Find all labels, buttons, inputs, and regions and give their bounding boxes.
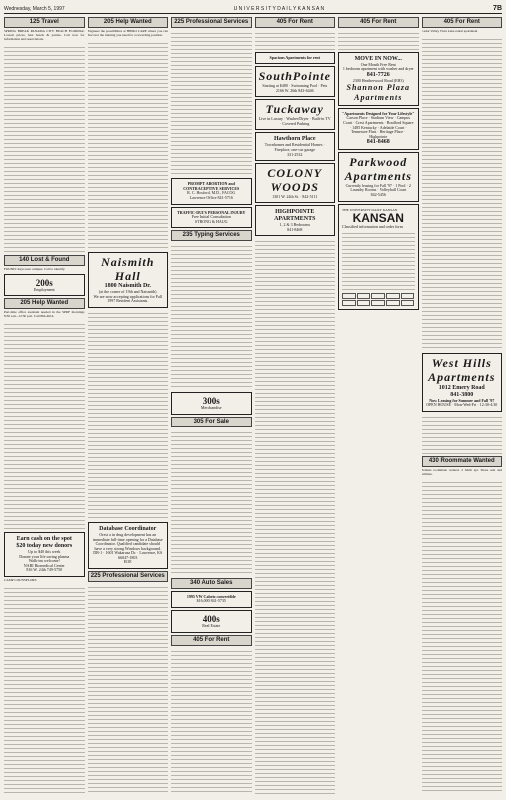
section-title: Real Estate [202, 623, 221, 629]
ad-text-block [4, 44, 85, 253]
category-header: 205 Help Wanted [4, 298, 85, 309]
database-text: Orest a in drug development has an immediate full-time opening for a Database Coordinator. Qualified candidate should have a very strong Windows background. [92, 531, 163, 551]
section-number: 400s [202, 613, 220, 624]
shannon-logo: Shannon Plaza Apartments [346, 83, 410, 102]
west-hills-ad [422, 353, 503, 412]
form-text [342, 230, 415, 290]
order-form-grid [342, 293, 415, 306]
section-number: 200s [35, 277, 53, 288]
form-cell[interactable] [342, 300, 356, 306]
prompt-address: Lawrence Office 841-5716 [189, 195, 233, 200]
ad-text-block [255, 30, 336, 50]
west-hills-lease: Now Leasing for Summer and Fall '97 [429, 397, 495, 403]
column-1 [4, 17, 85, 794]
plasma-tagline: Donate your life saving plasma [19, 553, 70, 559]
prompt-abortion-ad [171, 178, 252, 204]
kansan-order-form [338, 204, 419, 310]
move-in-title: MOVE IN NOW... [354, 55, 402, 62]
traffic-firm: STRONG & HAUG [194, 218, 228, 224]
category-header: 405 For Rent [171, 635, 252, 646]
southpointe-list: Starting at $480 · Swimming Pool · Pets [262, 83, 328, 89]
classified-ad: Female roommate wanted. 2 bdrm apt. Share rent and utilities. [421, 467, 502, 476]
kansan-form-subtitle: Classified information and order form [342, 224, 403, 230]
naismith-ad [88, 252, 169, 308]
ad-text-block [88, 584, 169, 794]
ad-text-block [171, 648, 252, 794]
ad-text-block [171, 429, 252, 575]
vw-price: $16,000 841-5735 [196, 598, 226, 604]
column-5 [338, 17, 419, 794]
category-header: 430 Roommate Wanted [422, 456, 503, 467]
page-date: Wednesday, March 5, 1997 [4, 5, 65, 12]
tuckaway-logo: Tuckaway [265, 102, 324, 117]
ad-text-block [338, 30, 419, 50]
form-cell[interactable] [401, 300, 415, 306]
colony-address: 1301 W. 24th St. · 842-5111 [272, 193, 318, 199]
hawthorn-phone: 331-2532 [287, 151, 303, 157]
form-cell[interactable] [401, 293, 415, 299]
plasma-offer-2: Up to $40 this week [28, 549, 61, 555]
move-in-phone: 841-7726 [366, 71, 390, 78]
vw-ad [171, 591, 252, 608]
southpointe-ad [255, 66, 336, 97]
parkwood-text: Currently leasing for Fall '97 · 1 Pool · 2 Laundry Rooms · Volleyball Court [345, 182, 411, 193]
classified-ad: SPRING BREAK PANAMA CITY BEACH FLORIDA! Lowest prices, best hotels & parties. Call now for information and reservations. [4, 28, 85, 41]
spacious-title: Spacious Apartments for rent [269, 54, 320, 60]
category-header: 405 For Rent [338, 17, 419, 28]
hawthorn-text: Townhomes and Residential Homes · Fireplace, one-car garage [264, 142, 325, 152]
ad-text-block [422, 479, 503, 794]
category-header: 340 Auto Sales [171, 578, 252, 589]
form-cell[interactable] [357, 300, 371, 306]
section-title: Merchandise [200, 404, 222, 410]
vw-title: 1995 VW Cabrio convertible [186, 593, 236, 599]
naismith-text: We are now accepting applications for Fall 1997 Resident Assistants. [93, 293, 163, 304]
classified-ad: Cedar Valley Twin Lake rental apartment [421, 28, 478, 33]
database-title: Database Coordinator [99, 526, 157, 533]
hawthorn-title: Hawthorn Place [274, 136, 316, 143]
section-banner [171, 610, 252, 633]
traffic-ad [171, 207, 252, 229]
ad-text-block [171, 243, 252, 389]
plasma-ad [4, 532, 85, 577]
form-cell[interactable] [371, 293, 385, 299]
ad-text-block [4, 321, 85, 530]
column-3 [171, 17, 252, 794]
database-ad [88, 522, 169, 569]
plasma-address: 816 W. 24th 749-5750 [26, 567, 63, 573]
column-6 [422, 17, 503, 794]
traffic-title: TRAFFIC-DUI'S PERSONAL INJURY [177, 209, 246, 215]
parkwood-logo: Parkwood Apartments [344, 155, 412, 184]
move-in-bed: 1 bedroom apartment with washer and dryer [342, 66, 414, 72]
ad-text-block [88, 40, 169, 250]
highpointe-logo: HIGHPOINTE APARTMENTS [274, 209, 316, 223]
section-title: Employment [33, 286, 55, 292]
designed-ad [338, 108, 419, 150]
form-cell[interactable] [386, 293, 400, 299]
southpointe-phone: 2166 W. 26th 843-6446 [275, 87, 314, 93]
highpointe-text: 1, 2 & 3 Bedrooms [279, 222, 311, 228]
colony-woods-ad [255, 163, 336, 203]
spacious-ad [255, 52, 336, 65]
paper-name: U N I V E R S I T Y D A I L Y K A N S A N [233, 5, 325, 12]
kansan-form-header: THE UNIVERSITY DAILY KANSAN [342, 207, 398, 212]
ad-text-block [422, 414, 503, 454]
parkwood-ad [338, 152, 419, 201]
category-header: 125 Travel [4, 17, 85, 28]
move-in-ad [338, 52, 419, 106]
naismith-note: (at the corner of 19th and Naismith) [98, 289, 157, 295]
category-header: 405 For Rent [422, 17, 503, 28]
column-2 [88, 17, 169, 794]
west-hills-address: 1012 Emery Road [438, 384, 485, 391]
page-number: 7B [493, 5, 502, 13]
prompt-name: R. C. Hosford, M.D., FACOG [187, 190, 236, 196]
form-cell[interactable] [371, 300, 385, 306]
section-banner [171, 392, 252, 415]
plasma-offer: $20 today new donors [16, 543, 73, 550]
ad-text-block [422, 36, 503, 351]
west-hills-open: OPEN HOUSE · Mon-Wed-Fri · 12:30-4:30 [426, 402, 498, 408]
plasma-center: NABI Biomedical Center [23, 562, 65, 568]
classified-ad: Engineer the possibilities at HIPRO CARE where you can discover the training you need for a rewarding position. [87, 28, 168, 37]
ad-text-block [88, 310, 169, 520]
traffic-sub: Free Initial Consultation [191, 214, 231, 220]
category-header: 205 Help Wanted [88, 17, 169, 28]
category-header: 235 Typing Services [171, 230, 252, 241]
category-header: 405 For Rent [255, 17, 336, 28]
hawthorn-ad [255, 132, 336, 161]
column-4 [255, 17, 336, 794]
ad-text-block [4, 585, 85, 794]
database-eoe: EOE [123, 559, 132, 565]
category-header: 225 Professional Services [88, 571, 169, 582]
kansan-logo: KANSAN [352, 210, 404, 225]
form-cell[interactable] [342, 293, 356, 299]
category-header: 225 Professional Services [171, 17, 252, 28]
form-cell[interactable] [357, 293, 371, 299]
tuckaway-ad [255, 99, 336, 130]
ad-text-block [171, 30, 252, 176]
tuckaway-text: Live in Luxury · Washer/Dryer · Built-in TV · Covered Parking [258, 116, 331, 126]
plasma-headline: Earn cash on the spot [16, 536, 72, 543]
ad-text-block [255, 238, 336, 794]
form-cell[interactable] [386, 300, 400, 306]
masthead [4, 6, 502, 14]
parkwood-phone: 842-5456 [370, 192, 386, 198]
highpointe-phone: 841-8468 [287, 226, 303, 232]
move-in-sub: One Month Free Rent [360, 61, 396, 67]
classified-ad: FOUND: Keys near campus. Call to identify. [4, 266, 66, 271]
designed-list: Carson Place · Stadium View · Campus Court · Crest Apartments · Bradford Square · 1485 Kentucky · Adelaide Court · Tennessee Flats · Heritage Place · Highpointe [343, 115, 414, 139]
move-in-address: 2300 Heatherwood Road (EH3) [352, 77, 404, 83]
designed-phone: 841-8468 [366, 139, 390, 146]
classified-ad: Part-time office assistant needed in the SPRF mornings 8:30 a.m.–12:30 p.m. Call 864-4614. [4, 310, 85, 319]
west-hills-phone: 841-3800 [450, 391, 474, 398]
prompt-title: PROMPT ABORTION and CONTRACEPTIVE SERVICES [183, 181, 240, 191]
plasma-walkins: Walk-ins welcome! [28, 558, 60, 564]
category-header: 140 Lost & Found [4, 255, 85, 266]
west-hills-logo: West Hills Apartments [428, 356, 496, 385]
designed-title: "Apartments Designed for Your Lifestyle" [342, 110, 415, 116]
colony-logo: COLONY WOODS [267, 166, 323, 194]
naismith-address: 1800 Naismith Dr. [104, 283, 151, 290]
section-banner [4, 274, 85, 297]
classified-ad: CAMP COUNSELORS [4, 577, 37, 582]
naismith-logo: Naismith Hall [101, 254, 155, 283]
category-header: 305 For Sale [171, 417, 252, 428]
highpointe-ad [255, 205, 336, 236]
section-number: 300s [202, 395, 220, 406]
classified-columns [4, 17, 502, 794]
southpointe-logo: SouthPointe [258, 69, 331, 84]
database-address: DB-1 · 1601 Wakarusa Dr. · Lawrence, KS 66047-1803 [93, 550, 163, 560]
